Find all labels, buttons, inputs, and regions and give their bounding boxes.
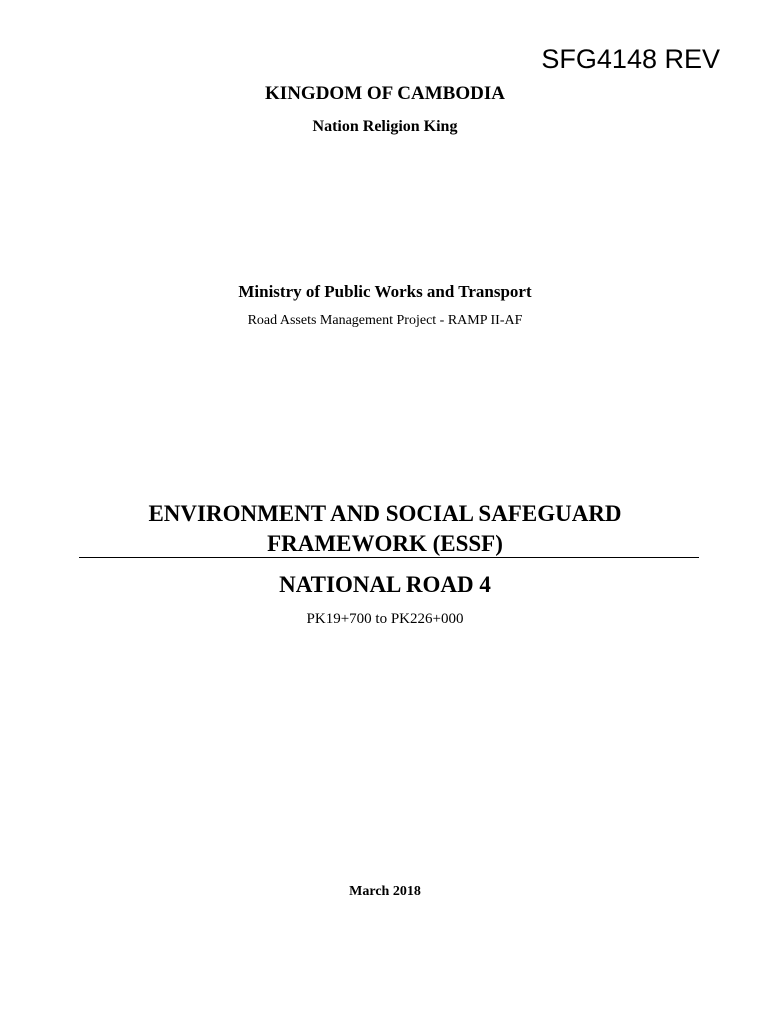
road-name: NATIONAL ROAD 4	[279, 572, 491, 597]
title-divider	[79, 557, 699, 558]
road-section-range: PK19+700 to PK226+000	[306, 611, 464, 627]
publication-date: March 2018	[349, 884, 421, 899]
national-motto: Nation Religion King	[312, 118, 458, 135]
document-title-line-1: ENVIRONMENT AND SOCIAL SAFEGUARD	[148, 501, 622, 526]
country-heading: KINGDOM OF CAMBODIA	[265, 83, 505, 104]
project-name: Road Assets Management Project - RAMP II-AF	[247, 313, 523, 328]
ministry-name: Ministry of Public Works and Transport	[238, 282, 532, 301]
document-title-line-2: FRAMEWORK (ESSF)	[267, 531, 503, 556]
document-id: SFG4148 REV	[541, 44, 720, 74]
